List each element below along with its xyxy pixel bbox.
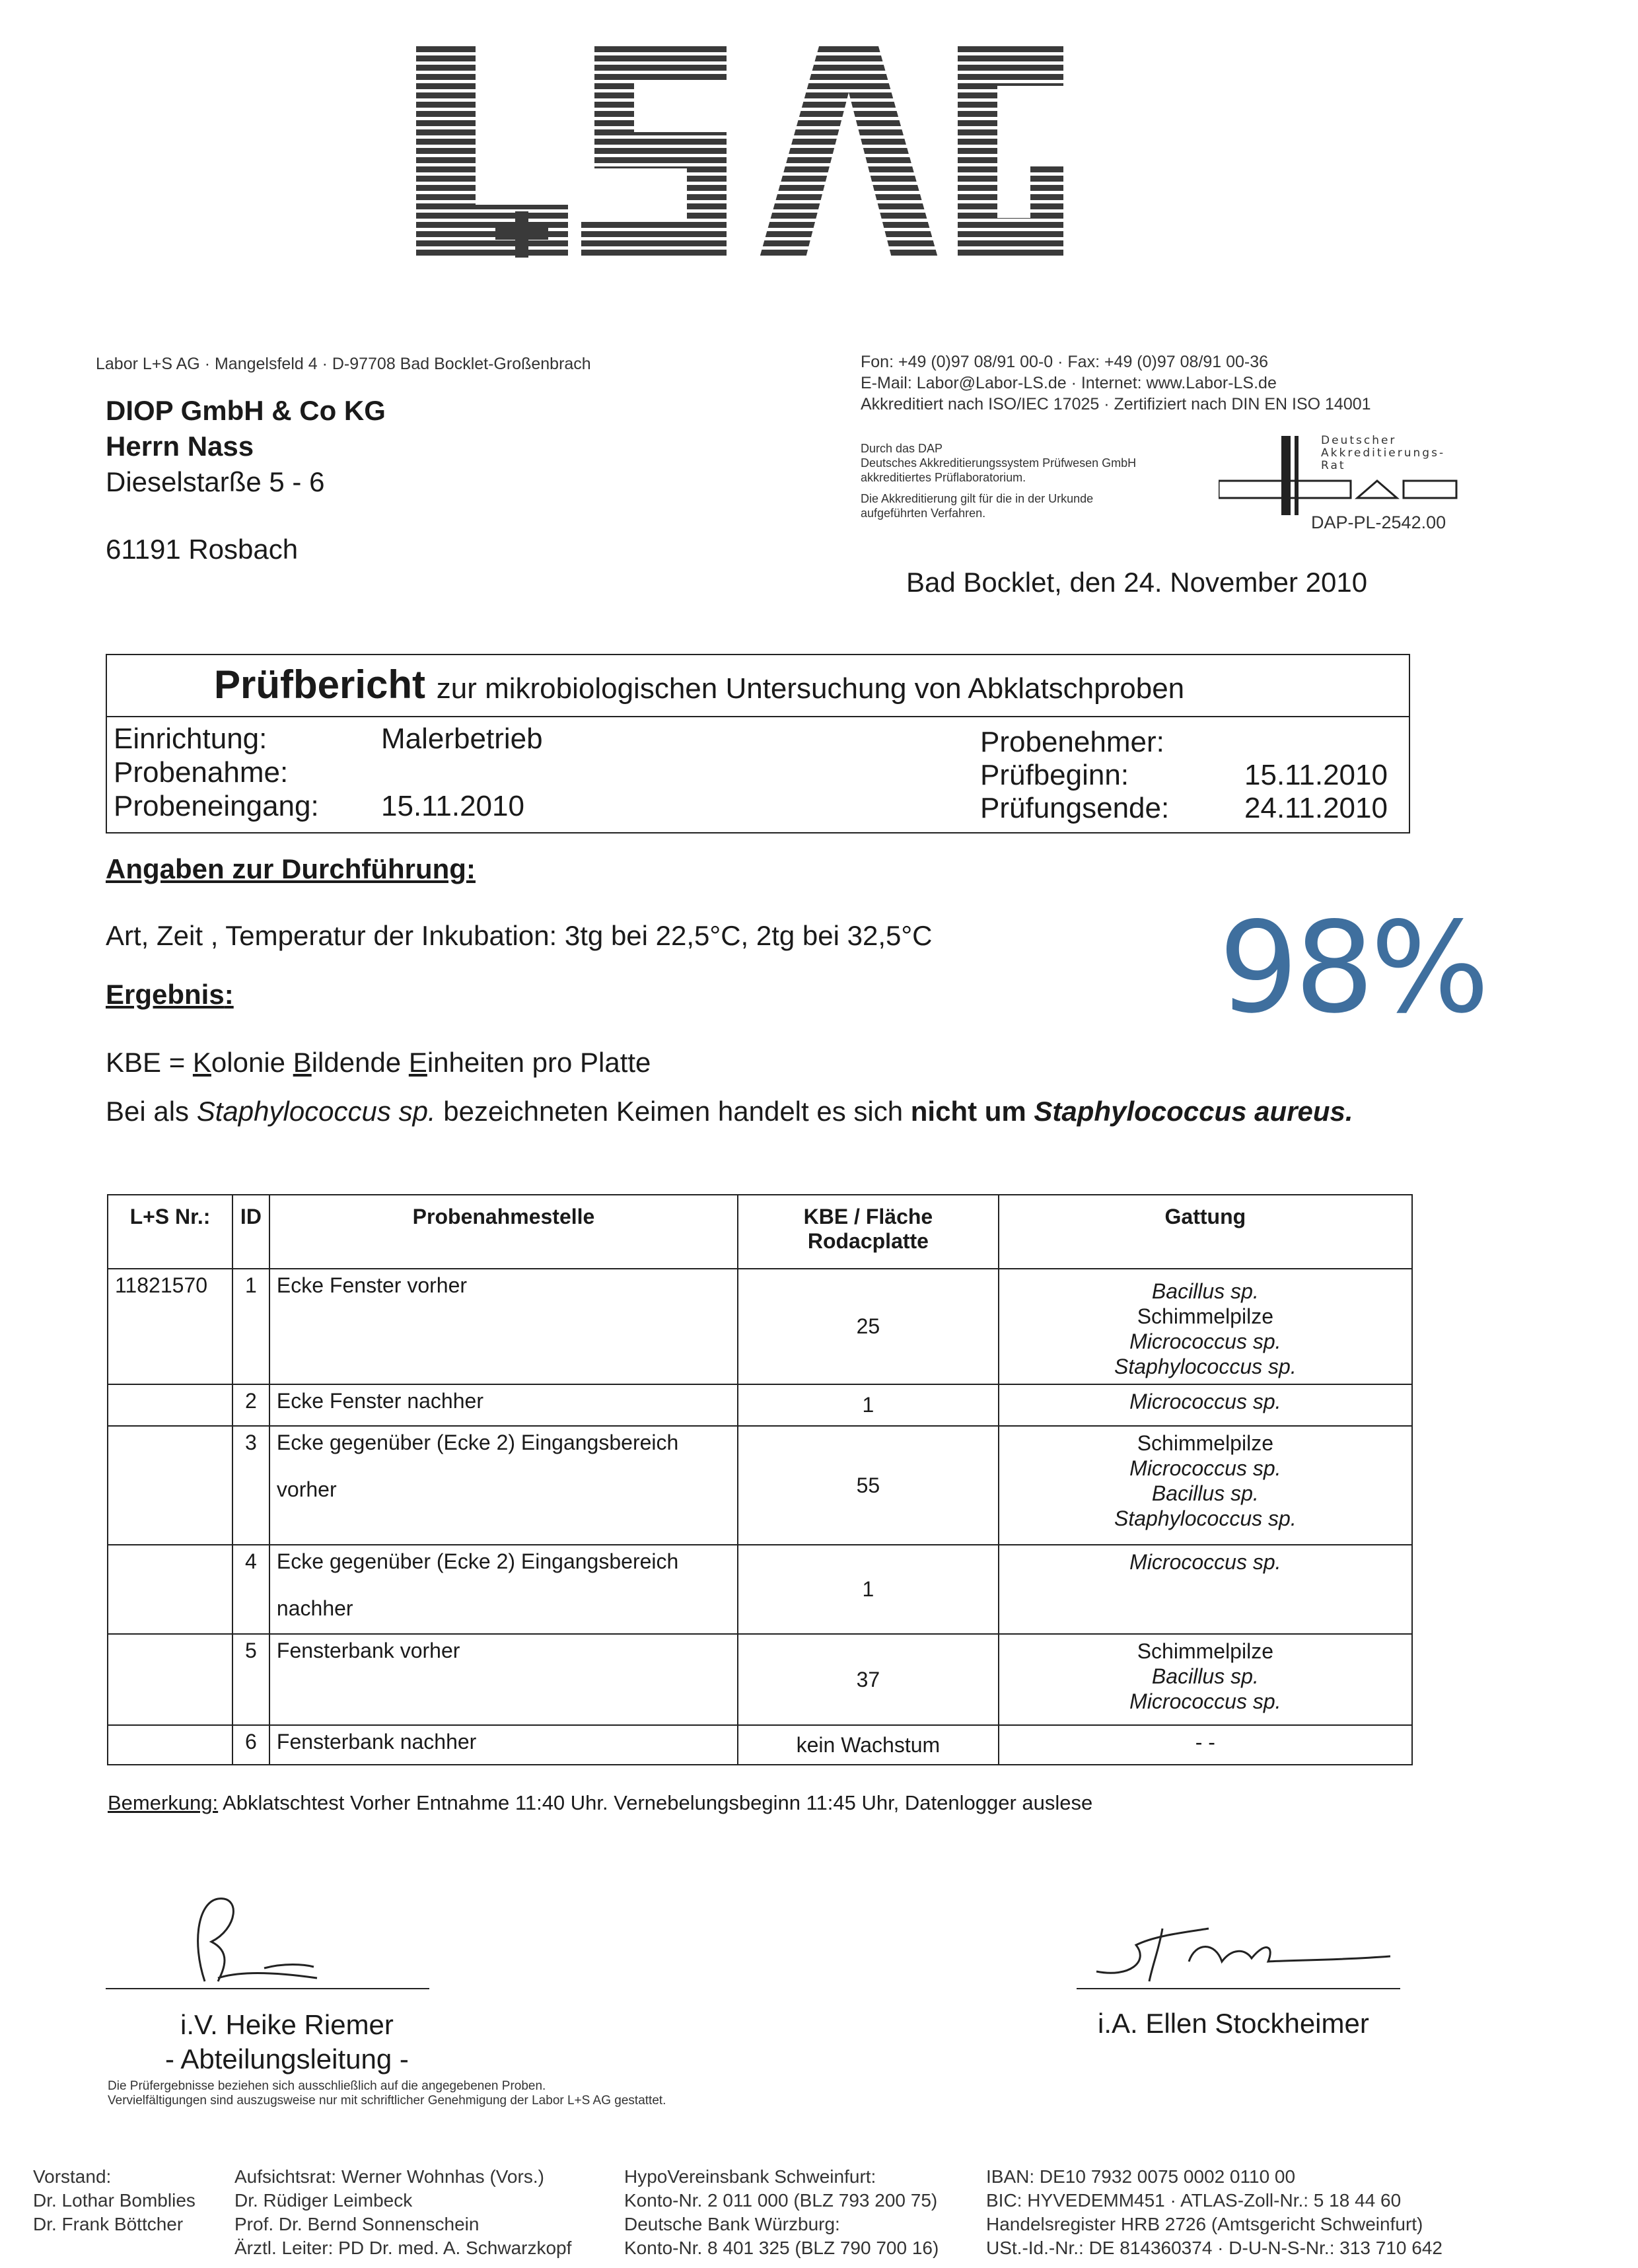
angaben-heading-text: Angaben zur Durchführung xyxy=(106,853,466,884)
cell-stelle xyxy=(269,1426,738,1545)
stelle-line: vorher xyxy=(276,1477,337,1501)
table-row xyxy=(108,1634,1412,1725)
signature-right xyxy=(1090,1915,1394,1988)
incubation-info: Art, Zeit , Temperatur der Inkubation: 3tg bei 22,5°C, 2tg bei 32,5°C xyxy=(106,920,933,951)
footer-line: Prof. Dr. Bernd Sonnenschein xyxy=(234,2214,480,2234)
footer-line: USt.-Id.-Nr.: DE 814360374 · D-U-N-S-Nr.: 313 710 642 xyxy=(986,2238,1442,2258)
table-row xyxy=(108,1384,1412,1426)
kbe-e: E xyxy=(408,1047,427,1078)
gattung-item: Bacillus sp. xyxy=(1151,1279,1259,1303)
footer-line: IBAN: DE10 7932 0075 0002 0110 00 xyxy=(986,2166,1296,2187)
recipient-city: 61191 Rosbach xyxy=(106,534,299,565)
cell-ls-nr xyxy=(108,1384,232,1426)
sender-line: Labor L+S AG · Mangelsfeld 4 · D-97708 Bad Bocklet-Großenbrach xyxy=(96,355,591,373)
footer-line: Dr. Lothar Bomblies xyxy=(33,2190,196,2211)
pruefbeginn-value: 15.11.2010 xyxy=(1244,759,1388,791)
report-title-main: Prüfbericht xyxy=(214,662,426,707)
recipient-person: Herrn Nass xyxy=(106,431,254,462)
gattung-item: Schimmelpilze xyxy=(1137,1639,1273,1663)
kbe-b: B xyxy=(293,1047,312,1078)
gattung-item: Micrococcus sp. xyxy=(1129,1456,1281,1480)
percent-stamp: 98% xyxy=(1219,895,1486,1041)
cell-kbe: 1 xyxy=(738,1384,999,1426)
footer-col-supervisory xyxy=(234,2165,571,2260)
pruefbeginn-label: Prüfbeginn: xyxy=(980,759,1129,791)
kbe-text: inheiten pro Platte xyxy=(427,1047,651,1078)
header-stelle: Probenahmestelle xyxy=(269,1195,738,1269)
probenahme-label: Probenahme: xyxy=(114,756,289,789)
remark-label: Bemerkung: xyxy=(108,1791,219,1814)
footer-line: Vorstand: xyxy=(33,2166,112,2187)
cell-ls-nr xyxy=(108,1426,232,1545)
pruefungsende-label: Prüfungsende: xyxy=(980,792,1170,824)
results-table xyxy=(107,1194,1413,1765)
probeneingang-value: 15.11.2010 xyxy=(381,790,524,822)
recipient-street: Dieselstarße 5 - 6 xyxy=(106,466,325,497)
gattung-item: Micrococcus sp. xyxy=(1129,1390,1281,1413)
cell-stelle xyxy=(269,1545,738,1634)
report-title xyxy=(214,662,1184,707)
table-row xyxy=(108,1269,1412,1384)
gattung-item: Bacillus sp. xyxy=(1151,1481,1259,1505)
cell-stelle: Ecke Fenster nachher xyxy=(269,1384,738,1426)
kbe-prefix: KBE = xyxy=(106,1047,193,1078)
cell-ls-nr xyxy=(108,1545,232,1634)
footer-line: Handelsregister HRB 2726 (Amtsgericht Schweinfurt) xyxy=(986,2214,1423,2234)
disclaimer-line: Die Prüfergebnisse beziehen sich ausschließlich auf die angegebenen Proben. xyxy=(108,2079,546,2093)
cell-id: 5 xyxy=(232,1634,269,1725)
footer-line: HypoVereinsbank Schweinfurt: xyxy=(624,2166,876,2187)
footer-line: Aufsichtsrat: Werner Wohnhas (Vors.) xyxy=(234,2166,544,2187)
dap-note-line: Durch das DAP xyxy=(861,442,943,455)
table-row xyxy=(108,1545,1412,1634)
header-kbe xyxy=(738,1195,999,1269)
dar-text: Akkreditierungs- xyxy=(1321,446,1446,460)
table-row xyxy=(108,1426,1412,1545)
dap-note-line: Deutsches Akkreditierungssystem Prüfwesen GmbH xyxy=(861,456,1137,470)
dar-text: Deutscher xyxy=(1321,434,1397,447)
gattung-item: Staphylococcus sp. xyxy=(1114,1355,1297,1378)
report-subtitle: zur mikrobiologischen Untersuchung von Abklatschproben xyxy=(436,672,1185,705)
dap-code: DAP-PL-2542.00 xyxy=(1311,513,1446,532)
cell-gattung xyxy=(999,1426,1412,1545)
pruefungsende-value: 24.11.2010 xyxy=(1244,792,1388,824)
cell-id: 2 xyxy=(232,1384,269,1426)
gattung-item: Schimmelpilze xyxy=(1137,1304,1273,1328)
report-header-box xyxy=(106,654,1410,833)
report-date: Bad Bocklet, den 24. November 2010 xyxy=(906,567,1368,598)
footer-col-bank xyxy=(624,2165,939,2260)
stelle-line: nachher xyxy=(276,1596,353,1620)
header-gattung: Gattung xyxy=(999,1195,1412,1269)
signatory-left-role: - Abteilungsleitung - xyxy=(165,2043,409,2074)
contact-accreditation: Akkreditiert nach ISO/IEC 17025 · Zertifiziert nach DIN EN ISO 14001 xyxy=(861,395,1371,413)
footer-line: Ärztl. Leiter: PD Dr. med. A. Schwarzkopf xyxy=(234,2238,572,2258)
cell-id: 3 xyxy=(232,1426,269,1545)
kbe-definition xyxy=(106,1047,651,1079)
signature-left xyxy=(178,1889,337,1988)
note-text: Bei als xyxy=(106,1096,197,1127)
disclaimer xyxy=(108,2079,666,2108)
footer-col-board xyxy=(33,2165,196,2236)
recipient-company: DIOP GmbH & Co KG xyxy=(106,395,386,426)
gattung-item: Micrococcus sp. xyxy=(1129,1689,1281,1713)
footer-line: Dr. Rüdiger Leimbeck xyxy=(234,2190,413,2211)
angaben-heading: Angaben zur Durchführung: xyxy=(106,853,476,884)
kbe-k: K xyxy=(192,1047,211,1078)
report-title-row xyxy=(107,655,1409,717)
recipient-address xyxy=(106,393,386,500)
cell-kbe: 25 xyxy=(738,1269,999,1384)
kbe-text: olonie xyxy=(211,1047,293,1078)
kbe-text: ildende xyxy=(311,1047,409,1078)
cell-ls-nr: 11821570 xyxy=(108,1269,232,1384)
note-text: bezeichneten Keimen handelt es sich xyxy=(435,1096,911,1127)
remark-text: Abklatschtest Vorher Entnahme 11:40 Uhr. Vernebelungsbeginn 11:45 Uhr, Datenlogger auslese xyxy=(218,1791,1093,1814)
note-italic: Staphylococcus sp. xyxy=(196,1096,436,1127)
header-id: ID xyxy=(232,1195,269,1269)
cell-kbe: 37 xyxy=(738,1634,999,1725)
header-kbe-line: KBE / Fläche xyxy=(803,1205,933,1228)
gattung-item: - - xyxy=(1195,1730,1215,1754)
cell-gattung xyxy=(999,1384,1412,1426)
cell-gattung xyxy=(999,1269,1412,1384)
gattung-item: Micrococcus sp. xyxy=(1129,1550,1281,1574)
cell-kbe: 55 xyxy=(738,1426,999,1545)
signatory-right-name: i.A. Ellen Stockheimer xyxy=(1098,2008,1369,2039)
signatory-left xyxy=(165,2008,409,2076)
cell-gattung xyxy=(999,1725,1412,1765)
cell-gattung xyxy=(999,1545,1412,1634)
cell-gattung xyxy=(999,1634,1412,1725)
table-header-row xyxy=(108,1195,1412,1269)
signature-line-right xyxy=(1077,1988,1400,1989)
cell-id: 4 xyxy=(232,1545,269,1634)
contact-info xyxy=(861,351,1371,415)
dap-note-line: akkreditiertes Prüflaboratorium. xyxy=(861,471,1026,484)
header-ls-nr: L+S Nr.: xyxy=(108,1195,232,1269)
footer-line: BIC: HYVEDEMM451 · ATLAS-Zoll-Nr.: 5 18 44 60 xyxy=(986,2190,1402,2211)
footer-line: Konto-Nr. 2 011 000 (BLZ 793 200 75) xyxy=(624,2190,938,2211)
footer-line: Deutsche Bank Würzburg: xyxy=(624,2214,840,2234)
cell-stelle: Ecke Fenster vorher xyxy=(269,1269,738,1384)
cell-stelle: Fensterbank vorher xyxy=(269,1634,738,1725)
dap-note-line: aufgeführten Verfahren. xyxy=(861,507,986,520)
cell-id: 6 xyxy=(232,1725,269,1765)
signatory-left-name: i.V. Heike Riemer xyxy=(180,2009,394,2040)
einrichtung-label: Einrichtung: xyxy=(114,723,267,755)
gattung-item: Staphylococcus sp. xyxy=(1114,1506,1297,1530)
note-bold: nicht um xyxy=(910,1096,1034,1127)
gattung-item: Bacillus sp. xyxy=(1151,1664,1259,1688)
contact-phone-fax: Fon: +49 (0)97 08/91 00-0 · Fax: +49 (0)97 08/91 00-36 xyxy=(861,353,1269,371)
gattung-item: Schimmelpilze xyxy=(1137,1431,1273,1455)
ergebnis-heading: Ergebnis: xyxy=(106,979,234,1010)
cell-ls-nr xyxy=(108,1634,232,1725)
cell-kbe: kein Wachstum xyxy=(738,1725,999,1765)
cell-ls-nr xyxy=(108,1725,232,1765)
disclaimer-line: Vervielfältigungen sind auszugsweise nur mit schriftlicher Genehmigung der Labor L+S AG gestattet. xyxy=(108,2094,666,2108)
contact-email-web: E-Mail: Labor@Labor-LS.de · Internet: www.Labor-LS.de xyxy=(861,374,1277,392)
dap-note-line: Die Akkreditierung gilt für die in der Urkunde xyxy=(861,492,1094,505)
cell-kbe: 1 xyxy=(738,1545,999,1634)
note-bold-italic: Staphylococcus aureus. xyxy=(1034,1096,1353,1127)
gattung-item: Micrococcus sp. xyxy=(1129,1329,1281,1353)
stelle-line: Ecke gegenüber (Ecke 2) Eingangsbereich xyxy=(276,1431,679,1454)
stelle-line: Ecke gegenüber (Ecke 2) Eingangsbereich xyxy=(276,1549,679,1573)
footer-line: Konto-Nr. 8 401 325 (BLZ 790 700 16) xyxy=(624,2238,939,2258)
footer-col-registry xyxy=(986,2165,1442,2260)
probenehmer-label: Probenehmer: xyxy=(980,726,1164,758)
dap-note xyxy=(861,441,1204,520)
lsag-logo xyxy=(416,46,1063,264)
cell-stelle: Fensterbank nachher xyxy=(269,1725,738,1765)
dar-text: Rat xyxy=(1321,459,1346,472)
table-row xyxy=(108,1725,1412,1765)
remark xyxy=(108,1791,1092,1815)
footer-line: Dr. Frank Böttcher xyxy=(33,2214,184,2234)
header-kbe-line: Rodacplatte xyxy=(807,1229,929,1253)
ergebnis-heading-text: Ergebnis xyxy=(106,979,225,1010)
cell-id: 1 xyxy=(232,1269,269,1384)
einrichtung-value: Malerbetrieb xyxy=(381,723,543,755)
signature-line-left xyxy=(106,1988,429,1989)
probeneingang-label: Probeneingang: xyxy=(114,790,319,822)
staphylococcus-note xyxy=(106,1096,1410,1127)
